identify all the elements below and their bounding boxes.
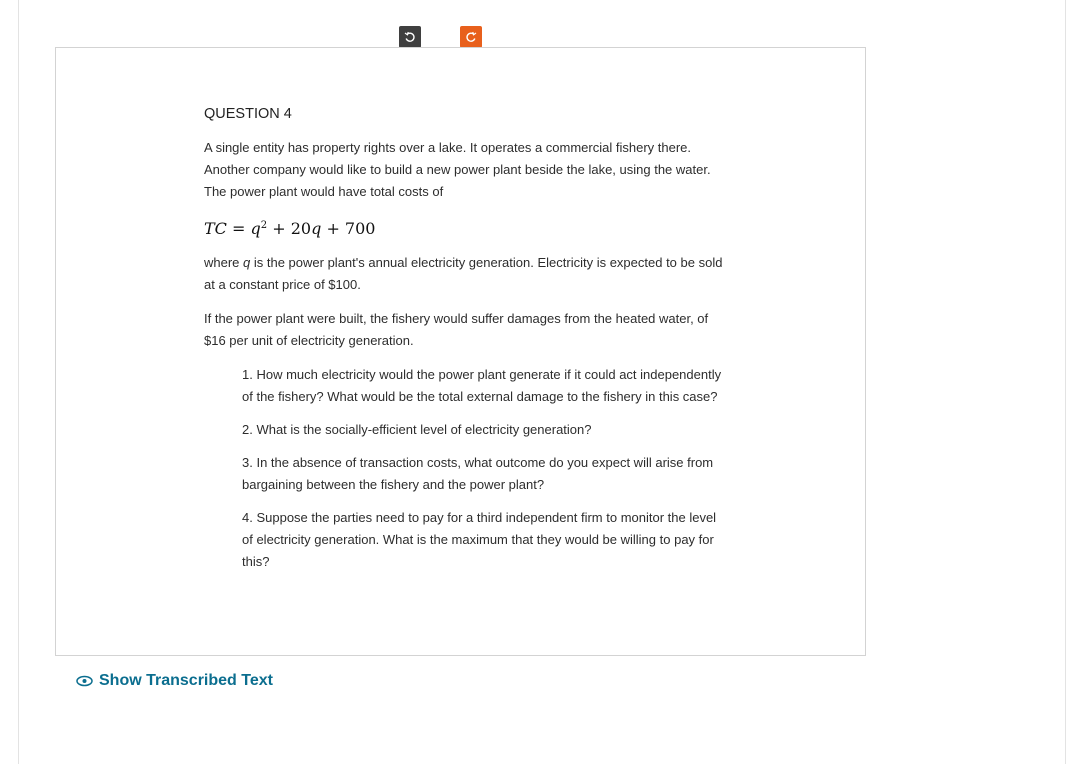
rotate-right-button[interactable] xyxy=(460,26,482,48)
formula-exponent: 2 xyxy=(260,220,268,231)
show-transcribed-text-label[interactable]: Show Transcribed Text xyxy=(99,672,273,689)
question-title: QUESTION 4 xyxy=(204,106,292,122)
eye-icon xyxy=(76,675,93,687)
sub-question-4: 4. Suppose the parties need to pay for a third independent firm to monitor the level of electricity generation. What is the maximum that they would be willing to pay for this? xyxy=(242,510,717,569)
formula-constant: + 700 xyxy=(326,219,376,238)
rotate-right-icon xyxy=(465,31,477,43)
sub-question-3: 3. In the absence of transaction costs, what outcome do you expect will arise from bargaining between the fishery and the power plant? xyxy=(242,455,714,492)
where-var: q xyxy=(243,255,251,270)
cost-formula xyxy=(204,215,724,240)
sub-question-2: 2. What is the socially-efficient level of electricity generation? xyxy=(242,422,592,437)
question-content xyxy=(204,103,724,584)
formula-linear-term: + 20 xyxy=(272,219,312,238)
rotate-left-icon xyxy=(404,31,416,43)
question-intro: A single entity has property rights over a lake. It operates a commercial fishery there. Another company would like to build a new power plant beside the lake, using the water. The power plant would have total costs of xyxy=(204,140,711,199)
question-damage: If the power plant were built, the fishery would suffer damages from the heated water, of $16 per unit of electricity generation. xyxy=(204,311,709,348)
formula-lhs: TC xyxy=(204,219,227,238)
show-transcribed-text-link[interactable] xyxy=(76,672,273,690)
question-image-card xyxy=(55,47,866,656)
where-pre: where xyxy=(204,255,244,270)
formula-q: q xyxy=(250,219,261,238)
question-where xyxy=(204,252,724,296)
sub-question-1: 1. How much electricity would the power plant generate if it could act independently of the fishery? What would be the total external damage to the fishery in this case? xyxy=(242,367,722,404)
rotate-left-button[interactable] xyxy=(399,26,421,48)
where-post: is the power plant's annual electricity generation. Electricity is expected to be sold at a constant price of $100. xyxy=(204,255,723,292)
sub-question-list xyxy=(242,364,722,573)
formula-q-linear: q xyxy=(311,219,322,238)
formula-equals: = xyxy=(232,219,246,238)
